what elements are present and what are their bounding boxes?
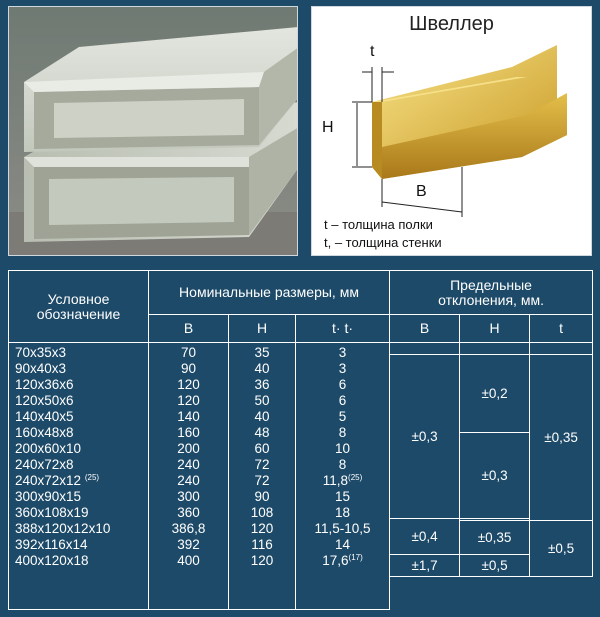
designation-3: 120х36х6: [15, 377, 74, 392]
b-9: 240: [177, 473, 200, 488]
label-t: t: [370, 43, 375, 60]
label-b: B: [416, 183, 427, 200]
tol-t-group-1: ±0,35: [530, 355, 593, 521]
t-2: 3: [338, 361, 347, 376]
tol-h-group-4: ±0,35: [460, 521, 530, 555]
t-14: 17,6$^{(17)}$: [322, 553, 363, 568]
designation-column: [9, 343, 149, 610]
b-5: 140: [177, 409, 200, 424]
tol-b-group-1: ±0,3: [390, 355, 460, 519]
tol-h-group-2: ±0,3: [460, 433, 530, 519]
h-6: 48: [254, 425, 270, 440]
header-designation: Условное обозначение: [9, 271, 149, 343]
nominal-b-column: [149, 343, 229, 610]
h-11: 108: [250, 505, 274, 520]
header-col-h: H: [229, 315, 296, 343]
h-7: 60: [254, 441, 270, 456]
t-10: 15: [335, 489, 351, 504]
h-10: 90: [254, 489, 270, 504]
b-4: 120: [177, 393, 200, 408]
h-1: 35: [254, 345, 270, 360]
t-4: 6: [338, 393, 347, 408]
t-3: 6: [338, 377, 347, 392]
designation-13: 392х116х14: [15, 537, 88, 552]
fiberglass-channels-image: [9, 7, 298, 256]
diagram-title: Швеллер: [409, 13, 494, 35]
h-12: 120: [250, 521, 274, 536]
t-7: 10: [335, 441, 351, 456]
tol-b-blank-top: [390, 343, 460, 355]
b-10: 300: [177, 489, 200, 504]
t-11: 18: [335, 505, 351, 520]
tol-h-group-5: ±0,5: [460, 555, 530, 577]
tol-h-group-1: ±0,2: [460, 355, 530, 433]
b-2: 90: [180, 361, 197, 376]
tol-t-group-2: ±0,5: [530, 521, 593, 577]
label-h: H: [322, 119, 334, 136]
t-8: 8: [338, 457, 347, 472]
designation-7: 200х60х10: [15, 441, 82, 456]
tol-h-blank-top: [460, 343, 530, 355]
h-2: 40: [254, 361, 270, 376]
designation-4: 120х50х6: [15, 393, 74, 408]
legend-flange: t – толщина полки: [324, 217, 433, 232]
designation-10: 300х90х15: [15, 489, 82, 504]
designation-9: 240х72х12 $^{(25)}$: [15, 473, 100, 488]
channel-diagram: [311, 6, 592, 256]
header-tol-t: t: [530, 315, 593, 343]
legend-web: t, – толщина стенки: [324, 235, 442, 250]
designation-9-note: (25): [84, 473, 100, 482]
b-13: 392: [177, 537, 200, 552]
h-3: 36: [254, 377, 270, 392]
t-9-note: (25): [348, 473, 363, 482]
b-1: 70: [180, 345, 197, 360]
nominal-t-column: [296, 343, 390, 610]
nominal-h-column: [229, 343, 296, 610]
designation-14: 400х120х18: [15, 553, 89, 568]
designation-6: 160х48х8: [15, 425, 74, 440]
b-12: 386,8: [171, 521, 206, 536]
b-3: 120: [177, 377, 200, 392]
header-tolerances: Предельные отклонения, мм.: [390, 271, 593, 315]
t-6: 8: [338, 425, 347, 440]
designation-5: 140х40х5: [15, 409, 74, 424]
header-tol-h: H: [460, 315, 530, 343]
tol-b-group-3: ±1,7: [390, 555, 460, 577]
b-14: 400: [177, 553, 200, 568]
h-9: 72: [254, 473, 270, 488]
designation-12: 388х120х12х10: [15, 521, 111, 536]
h-5: 40: [254, 409, 270, 424]
b-6: 160: [177, 425, 200, 440]
header-nominal: Номинальные размеры, мм: [149, 271, 390, 315]
header-col-b: B: [149, 315, 229, 343]
b-7: 200: [177, 441, 200, 456]
h-8: 72: [254, 457, 270, 472]
h-13: 116: [251, 537, 273, 552]
header-col-t: t· t·: [296, 315, 390, 343]
h-14: 120: [250, 553, 274, 568]
h-4: 50: [254, 393, 270, 408]
t-1: 3: [338, 345, 347, 360]
designation-2: 90х40х3: [15, 361, 67, 376]
b-8: 240: [177, 457, 200, 472]
t-5: 5: [338, 409, 347, 424]
b-11: 360: [177, 505, 200, 520]
tol-b-group-2: ±0,4: [390, 519, 460, 555]
designation-11: 360х108х19: [15, 505, 89, 520]
t-14-note: (17): [348, 553, 363, 562]
designation-8: 240х72х8: [15, 457, 74, 472]
tol-t-blank-top: [530, 343, 593, 355]
t-9: 11,8$^{(25)}$: [322, 473, 363, 488]
header-tol-b: B: [390, 315, 460, 343]
spec-table: [8, 270, 593, 610]
channel-photo: [8, 6, 298, 256]
t-13: 14: [335, 537, 351, 552]
designation-1: 70х35х3: [15, 345, 67, 360]
t-12: 11,5-10,5: [314, 521, 371, 536]
